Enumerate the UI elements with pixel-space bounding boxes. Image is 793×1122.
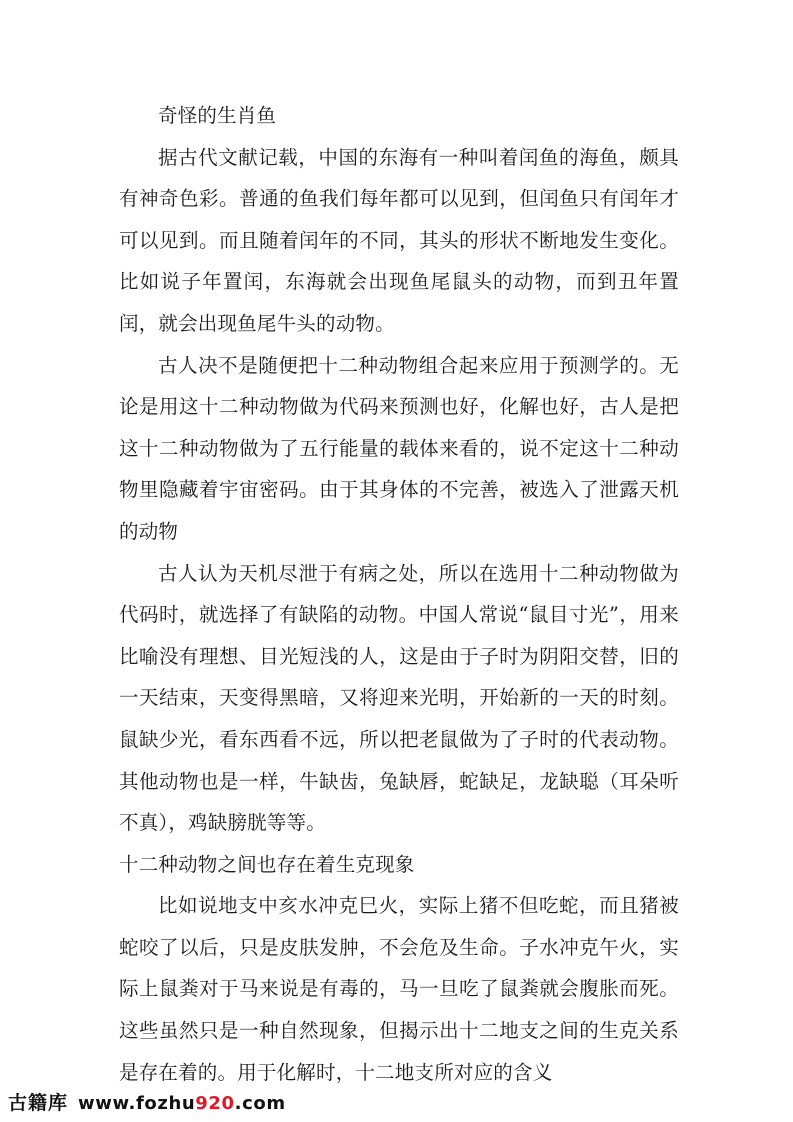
footer-site-name: 古籍库	[8, 1092, 69, 1114]
footer-url-prefix: www.fozhu	[78, 1093, 196, 1114]
paragraph-3: 古人认为天机尽泄于有病之处，所以在选用十二种动物做为代码时，就选择了有缺陷的动物。中国人常说“鼠目寸光”，用来比喻没有理想、目光短浅的人，这是由于子时为阴阳交替，旧的一天结束，天变得黑暗，又将迎来光明，开始新的一天的时刻。鼠缺少光，看东西看不远，所以把老鼠做为了子时的代表动物。其他动物也是一样，牛缺齿，兔缺唇，蛇缺足，龙缺聪（耳朵听不真），鸡缺膀胱等等。	[119, 561, 679, 835]
paragraph-1: 据古代文献记载，中国的东海有一种叫着闰鱼的海鱼，颇具有神奇色彩。普通的鱼我们每年都可以见到，但闰鱼只有闰年才可以见到。而且随着闰年的不同，其头的形状不断地发生变化。比如说子年置闰，东海就会出现鱼尾鼠头的动物，而到丑年置闰，就会出现鱼尾牛头的动物。	[119, 145, 679, 335]
paragraph-2: 古人决不是随便把十二种动物组合起来应用于预测学的。无论是用这十二种动物做为代码来预测也好，化解也好，古人是把这十二种动物做为了五行能量的载体来看的，说不定这十二种动物里隐藏着宇宙密码。由于其身体的不完善，被选入了泄露天机的动物	[119, 353, 679, 543]
paragraph-4: 比如说地支中亥水冲克巳火，实际上猪不但吃蛇，而且猪被蛇咬了以后，只是皮肤发肿，不会危及生命。子水冲克午火，实际上鼠粪对于马来说是有毒的，马一旦吃了鼠粪就会腹胀而死。这些虽然只是一种自然现象，但揭示出十二地支之间的生克关系是存在着的。用于化解时，十二地支所对应的含义	[119, 894, 679, 1084]
document-title: 奇怪的生肖鱼	[158, 104, 277, 127]
section-heading: 十二种动物之间也存在着生克现象	[119, 852, 415, 876]
footer-url-suffix: .com	[234, 1093, 286, 1114]
footer-url[interactable]	[78, 1093, 286, 1114]
footer-watermark	[8, 1088, 286, 1118]
document-body	[119, 95, 679, 1093]
footer-url-number: 920	[195, 1093, 235, 1114]
